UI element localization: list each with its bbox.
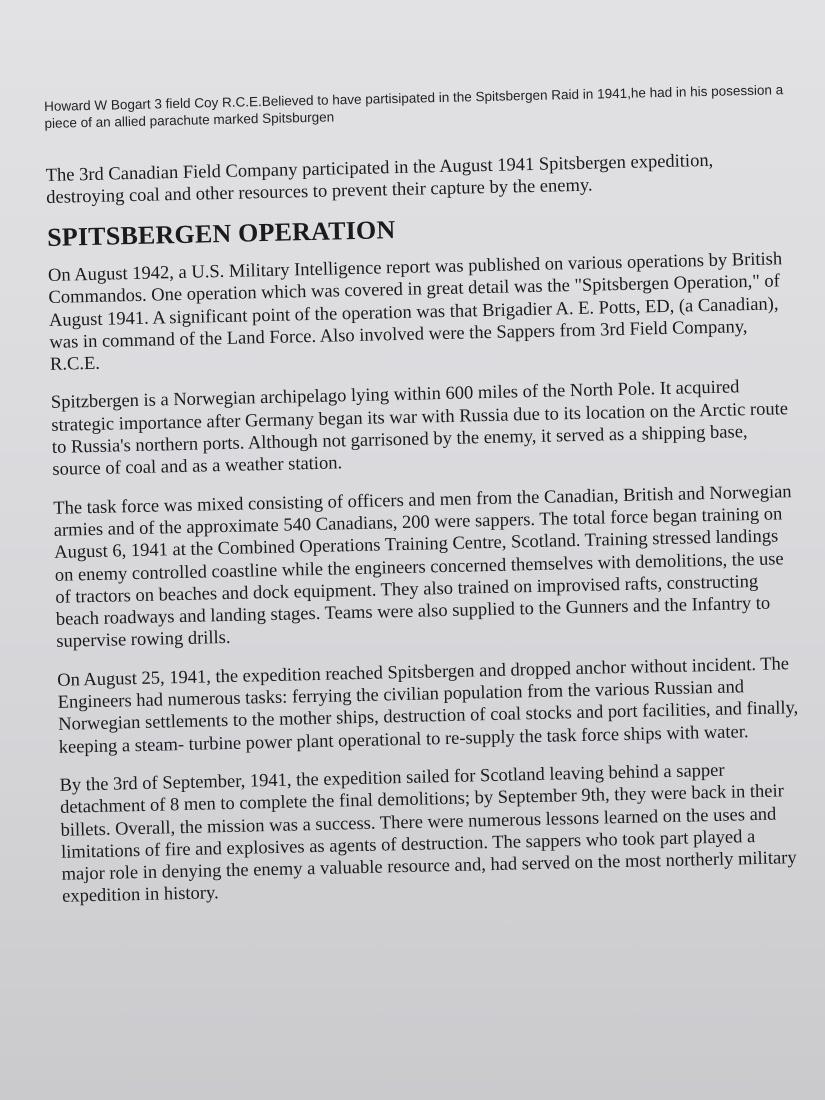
paragraph-arrival: On August 25, 1941, the expedition reached Spitsbergen and dropped anchor without incident. The Engineers had numerous tasks: ferrying the civilian population from the various Russian and Norwegian settlements to the mother ships, destruction of coal stocks and port facilities, and finally, keeping a steam- turbine power plant operational to re-supply the task force ships with water. xyxy=(56,653,799,758)
paragraph-intelligence-report: On August 1942, a U.S. Military Intelligence report was published on various operations by British Commandos. One operation which was covered in great detail was the "Spitsbergen Operation," of August 1941. A significant point of the operation was that Brigadier A. E. Potts, ED, (a Canadian), was in command of the Land Force. Also involved were the Sappers from 3rd Field Company, R.C.E. xyxy=(47,249,783,376)
document-body xyxy=(44,81,805,924)
section-heading: SPITSBERGEN OPERATION xyxy=(46,215,396,252)
paragraph-archipelago: Spitzbergen is a Norwegian archipelago lying within 600 miles of the North Pole. It acquired strategic importance after Germany began its war with Russia due to its location on the Arctic route to Russia's northern ports. Although not garrisoned by the enemy, it served as a shipping base, source of coal and as a weather station. xyxy=(50,377,789,481)
paragraph-conclusion: By the 3rd of September, 1941, the expedition sailed for Scotland leaving behind a sapper detachment of 8 men to complete the final demolitions; by September 9th, they were back in their billets. Overall, the mission was a success. There were numerous lessons learned on the uses and limitations of fire and explosives as agents of destruction. The sappers who took part played a major role in denying the enemy a valuable resource and, had served on the most northerly military expedition in history. xyxy=(59,760,797,908)
paragraph-task-force: The task force was mixed consisting of officers and men from the Canadian, British and Norwegian armies and of the approximate 540 Canadians, 200 were sappers. The total force began training on August 6, 1941 at the Combined Operations Training Centre, Scotland. Training stressed landings on enemy controlled coastline while the engineers concerned themselves with demolitions, the use of tractors on beaches and dock equipment. They also trained on improvised rafts, constructing beach roadways and landing stages. Teams were also supplied to the Gunners and the Infantry to supervise rowing drills. xyxy=(53,481,792,653)
intro-paragraph: The 3rd Canadian Field Company participated in the August 1941 Spitsbergen expedition, destroying coal and other resources to prevent their capture by the enemy. xyxy=(45,150,714,208)
photo-caption: Howard W Bogart 3 field Coy R.C.E.Believed to have partisipated in the Spitsbergen Raid in 1941,he had in his posession a piece of an allied parachute marked Spitsburgen xyxy=(44,82,784,131)
